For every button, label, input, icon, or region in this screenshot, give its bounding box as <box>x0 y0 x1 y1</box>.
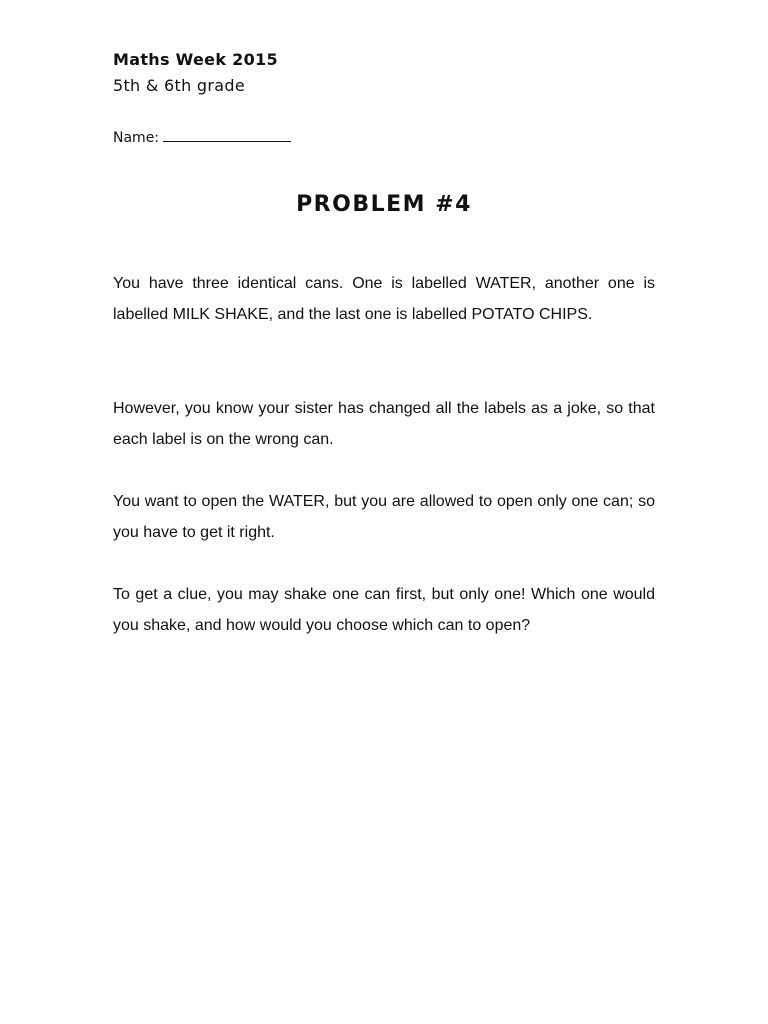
name-blank-line <box>163 131 291 142</box>
problem-paragraph: You want to open the WATER, but you are allowed to open only one can; so you have to get it right. <box>113 493 655 541</box>
event-title: Maths Week 2015 <box>113 50 278 69</box>
grade-level: 5th & 6th grade <box>113 76 245 95</box>
problem-question: To get a clue, you may shake one can first, but only one! Which one would you shake, and how would you choose which can to open? <box>113 586 655 634</box>
problem-paragraph: You have three identical cans. One is labelled WATER, another one is labelled MILK SHAKE, and the last one is labelled POTATO CHIPS. <box>113 275 655 323</box>
problem-title: PROBLEM #4 <box>296 192 472 217</box>
problem-paragraph: However, you know your sister has changed all the labels as a joke, so that each label is on the wrong can. <box>113 400 655 448</box>
name-row <box>113 130 291 146</box>
name-label: Name: <box>113 130 160 146</box>
